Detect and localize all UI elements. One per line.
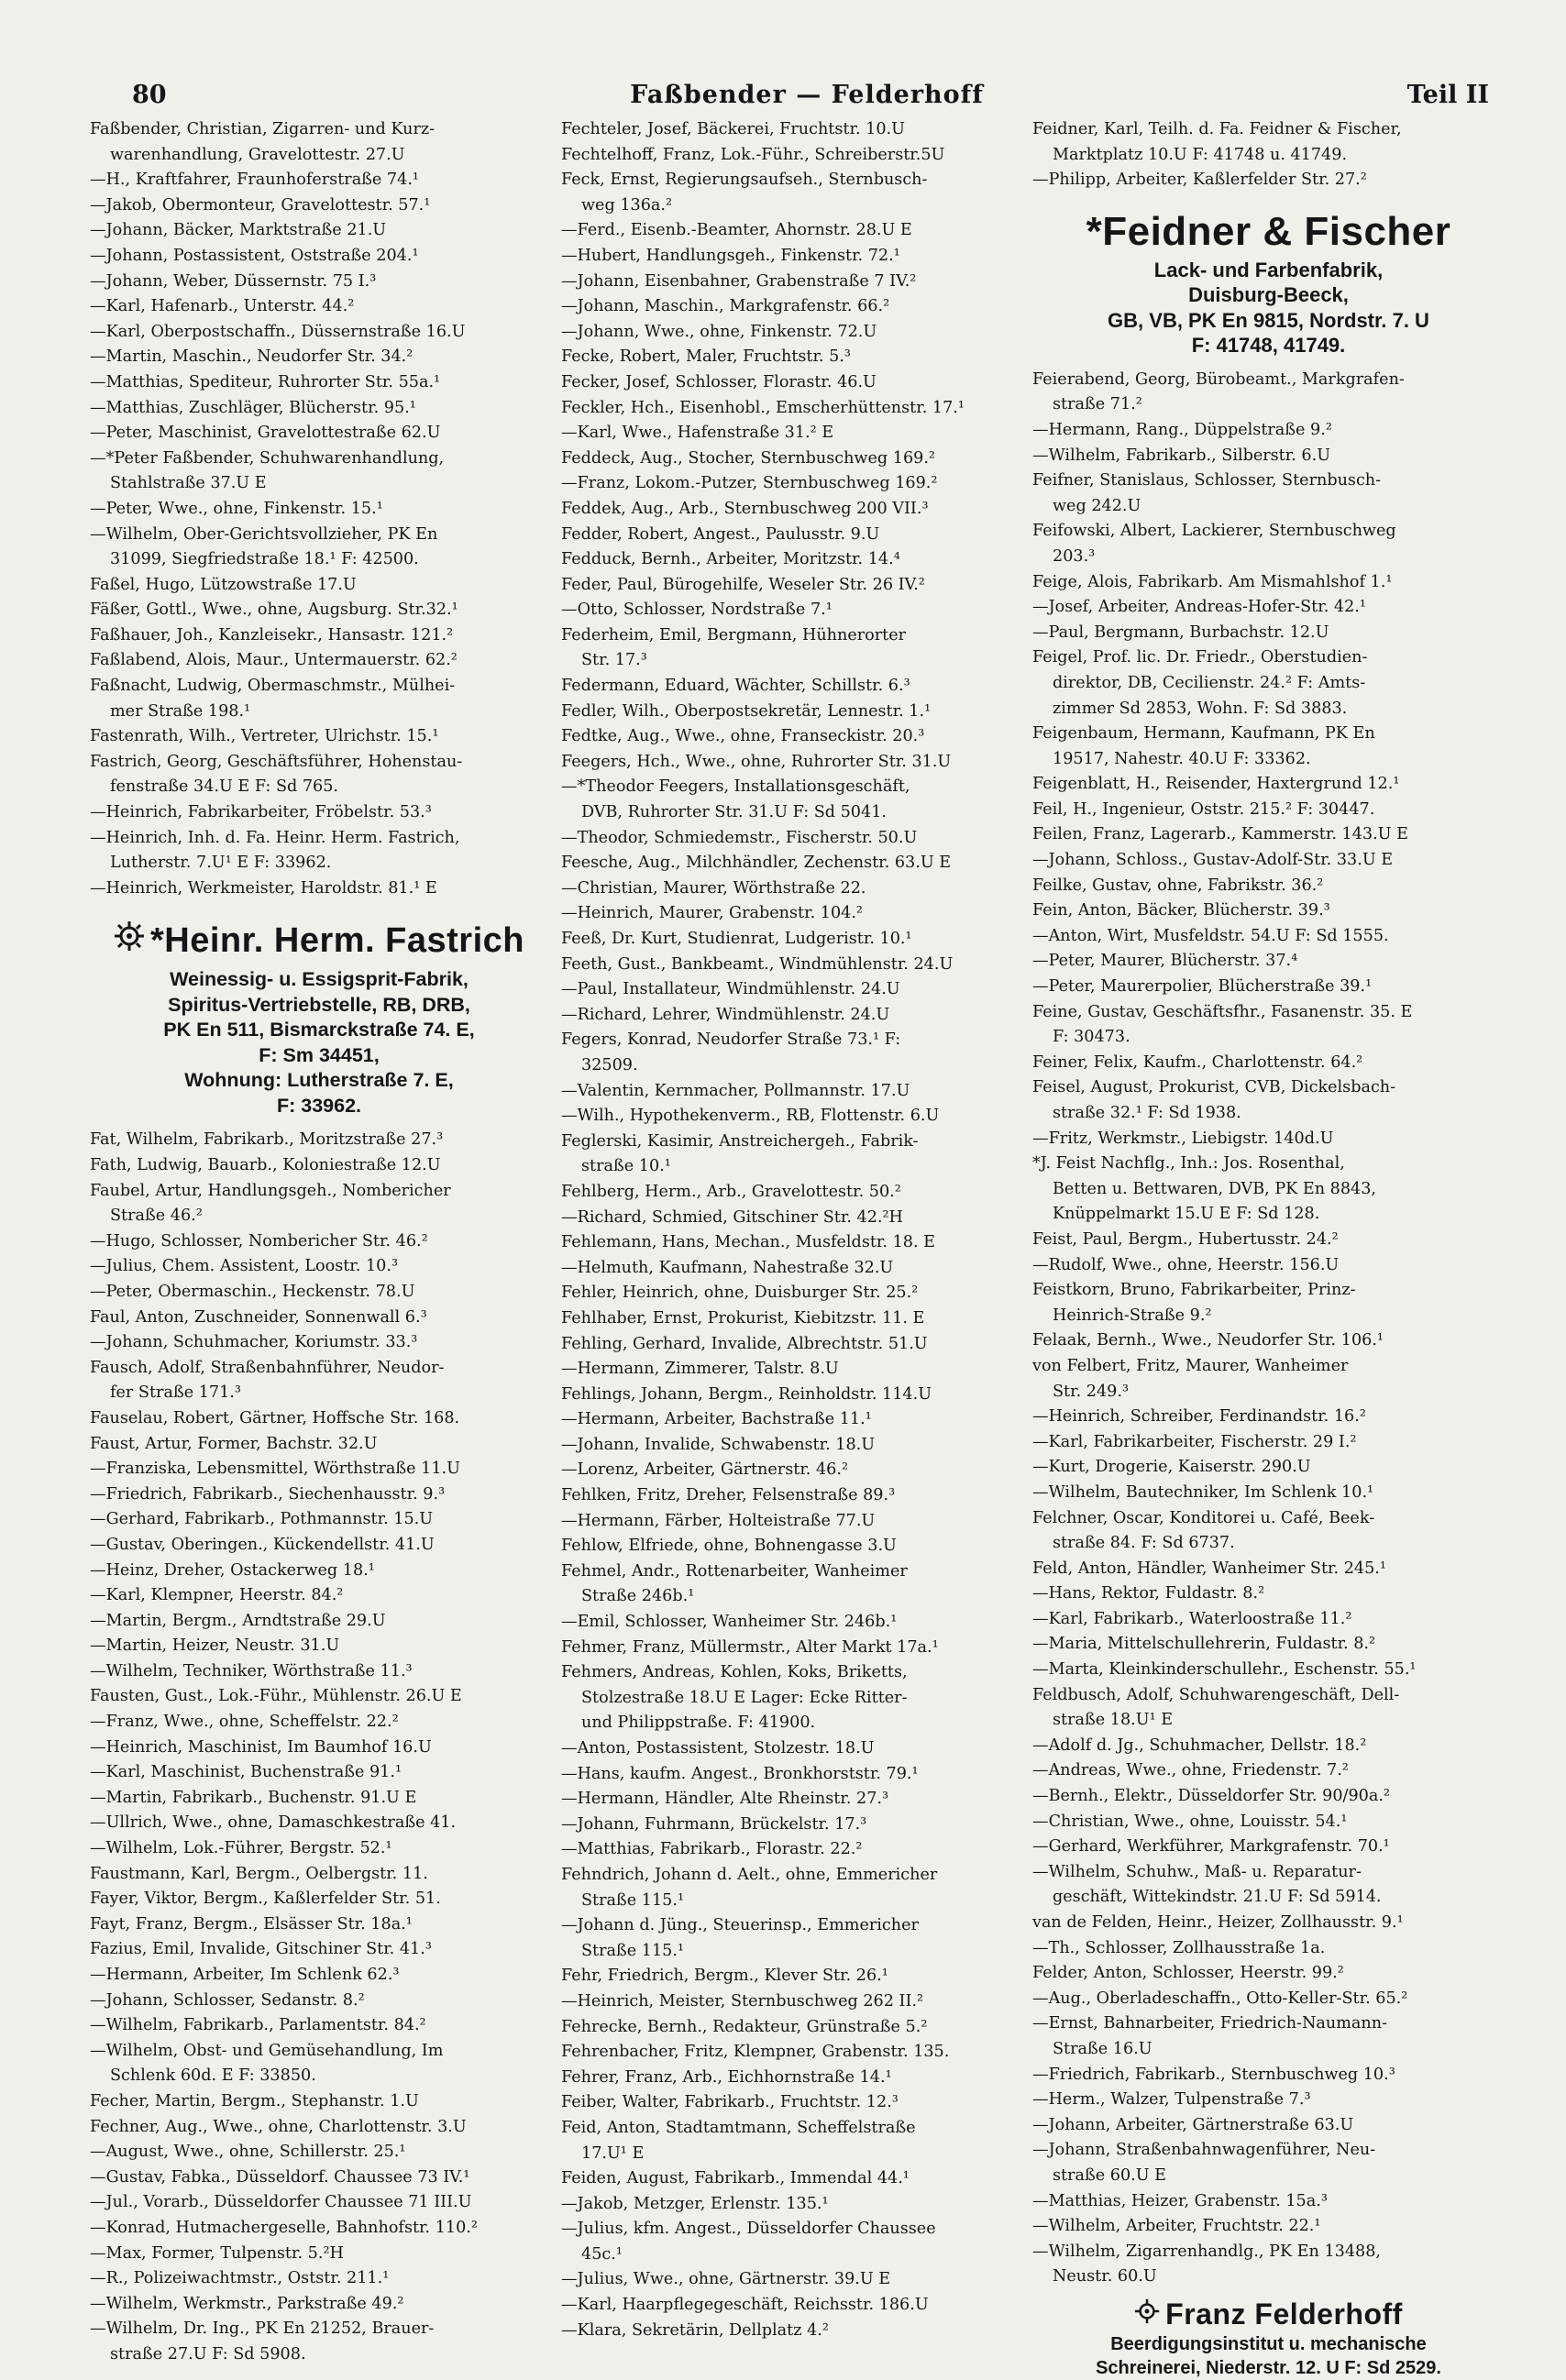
- directory-entry: straße 27.U F: Sd 5908.: [110, 2344, 306, 2363]
- directory-entry: —Wilhelm, Techniker, Wörthstraße 11.³: [90, 1661, 413, 1680]
- directory-entry: Fehrer, Franz, Arb., Eichhornstraße 14.¹: [561, 2067, 892, 2087]
- directory-entry: —Emil, Schlosser, Wanheimer Str. 246b.¹: [561, 1613, 898, 1632]
- directory-entry: —Helmuth, Kaufmann, Nahestraße 32.U: [561, 1258, 894, 1277]
- directory-entry: —Karl, Wwe., Hafenstraße 31.² E: [561, 424, 834, 443]
- directory-entry: fenstraße 34.U E F: Sd 765.: [110, 777, 339, 797]
- directory-entry: Fehmers, Andreas, Kohlen, Koks, Briketts,: [561, 1663, 908, 1682]
- ad-fastrich-lines: [90, 967, 548, 1118]
- directory-entry: —Jakob, Metzger, Erlenstr. 135.¹: [561, 2194, 829, 2213]
- directory-entry: —Adolf d. Jg., Schuhmacher, Dellstr. 18.²: [1032, 1735, 1367, 1755]
- directory-entry: —Aug., Oberladeschaffn., Otto-Keller-Str. 65.²: [1032, 1989, 1408, 2008]
- directory-entry: Fehndrich, Johann d. Aelt., ohne, Emmericher: [561, 1865, 938, 1884]
- directory-entry: Marktplatz 10.U F: 41748 u. 41749.: [1053, 145, 1348, 164]
- directory-entry: —*Theodor Feegers, Installationsgeschäft,: [561, 777, 910, 797]
- directory-entry: Faßhauer, Joh., Kanzleisekr., Hansastr. 121.²: [90, 625, 454, 645]
- directory-entry: 31099, Siegfriedstraße 18.¹ F: 42500.: [110, 550, 419, 569]
- directory-entry: straße 18.U¹ E: [1053, 1711, 1174, 1730]
- directory-entry: —Heinrich, Meister, Sternbuschweg 262 II.²: [561, 1991, 924, 2011]
- directory-entry: direktor, DB, Cecilienstr. 24.² F: Amts-: [1053, 673, 1366, 692]
- directory-entry: —Wilh., Hypothekenverm., RB, Flottenstr. 6.U: [561, 1107, 940, 1126]
- directory-entry: Feck, Ernst, Regierungsaufseh., Sternbusch-: [561, 171, 928, 190]
- directory-entry: Faust, Artur, Former, Bachstr. 32.U: [90, 1434, 378, 1453]
- directory-entry: Fath, Ludwig, Bauarb., Koloniestraße 12.U: [90, 1156, 441, 1174]
- directory-entry: —Anton, Postassistent, Stolzestr. 18.U: [561, 1739, 875, 1757]
- directory-entry: —Matthias, Fabrikarb., Florastr. 22.²: [561, 1840, 863, 1859]
- directory-entry: Schlenk 60d. E F: 33850.: [110, 2066, 316, 2086]
- directory-entry: Str. 17.³: [581, 651, 647, 670]
- ad-line: GB, VB, PK En 9815, Nordstr. 7. U: [1108, 308, 1429, 332]
- directory-entry: —Peter, Maurer, Blücherstr. 37.⁴: [1032, 952, 1298, 971]
- directory-entry: —Konrad, Hutmachergeselle, Bahnhofstr. 110.²: [90, 2218, 478, 2237]
- directory-entry: —*Peter Faßbender, Schuhwarenhandlung,: [90, 448, 445, 468]
- running-title: Faßbender — Felderhoff: [630, 81, 984, 109]
- directory-entry: —Johann, Invalide, Schwabenstr. 18.U: [561, 1435, 876, 1454]
- directory-entry: Fastenrath, Wilh., Vertreter, Ulrichstr. 15.¹: [90, 727, 439, 746]
- directory-entry: —Wilhelm, Schuhw., Maß- u. Reparatur-: [1032, 1862, 1362, 1881]
- directory-entry: Federmann, Eduard, Wächter, Schillstr. 6.³: [561, 677, 910, 696]
- directory-entry: Str. 249.³: [1053, 1382, 1130, 1401]
- directory-entry: —Franz, Wwe., ohne, Scheffelstr. 22.²: [90, 1713, 399, 1732]
- directory-entry: Heinrich-Straße 9.²: [1053, 1306, 1212, 1325]
- directory-entry: Faßnacht, Ludwig, Obermaschmstr., Mülhei-: [90, 677, 456, 696]
- directory-entry: Fedtke, Aug., Wwe., ohne, Franseckistr. 20.³: [561, 727, 925, 746]
- directory-entry: —Martin, Bergm., Arndtstraße 29.U: [90, 1611, 386, 1630]
- directory-entry: Straße 115.¹: [581, 1941, 685, 1960]
- directory-entry: Fayt, Franz, Bergm., Elsässer Str. 18a.¹: [90, 1914, 413, 1934]
- directory-entry: Straße 115.¹: [581, 1890, 685, 1910]
- directory-entry: —Peter, Maschinist, Gravelottestraße 62.U: [90, 424, 441, 443]
- directory-entry: —Heinrich, Werkmeister, Haroldstr. 81.¹ E: [90, 878, 437, 898]
- directory-entry: straße 60.U E: [1053, 2165, 1166, 2185]
- directory-entry: Fedler, Wilh., Oberpostsekretär, Lennestr. 1.¹: [561, 701, 932, 721]
- directory-entry: Fastrich, Georg, Geschäftsführer, Hohenstau-: [90, 752, 463, 771]
- directory-entry: —Johann d. Jüng., Steuerinsp., Emmericher: [561, 1916, 919, 1935]
- directory-entry: Feeth, Gust., Bankbeamt., Windmühlenstr. 24.U: [561, 954, 954, 974]
- directory-entry: —Anton, Wirt, Musfeldstr. 54.U F: Sd 1555.: [1032, 926, 1389, 945]
- directory-entry: —Wilhelm, Fabrikarb., Parlamentstr. 84.²: [90, 2016, 426, 2035]
- directory-entry: —Richard, Lehrer, Windmühlenstr. 24.U: [561, 1005, 890, 1024]
- directory-entry: —Matthias, Spediteur, Ruhrorter Str. 55a.¹: [90, 372, 441, 391]
- directory-entry: —Johann, Eisenbahner, Grabenstraße 7 IV.²: [561, 271, 917, 291]
- directory-entry: straße 10.¹: [581, 1157, 671, 1176]
- directory-entry: weg 136a.²: [581, 195, 673, 215]
- directory-entry: 17.U¹ E: [581, 2143, 645, 2163]
- directory-entry: —Lorenz, Arbeiter, Gärtnerstr. 46.²: [561, 1460, 849, 1480]
- directory-entry: —Franz, Lokom.-Putzer, Sternbuschweg 169.²: [561, 474, 938, 493]
- directory-entry: —Matthias, Zuschläger, Blücherstr. 95.¹: [90, 398, 416, 417]
- directory-entry: Feifner, Stanislaus, Schlosser, Sternbusch-: [1032, 471, 1382, 490]
- column-2: [561, 117, 1024, 2340]
- directory-entry: Fehlow, Elfriede, ohne, Bohnengasse 3.U: [561, 1537, 897, 1556]
- directory-entry: Feeß, Dr. Kurt, Studienrat, Ludgeristr. 10.¹: [561, 930, 912, 948]
- directory-entry: Feld, Anton, Händler, Wanheimer Str. 245.¹: [1032, 1559, 1386, 1578]
- directory-entry: Fegers, Konrad, Neudorfer Straße 73.¹ F:: [561, 1030, 901, 1050]
- directory-entry: Feegers, Hch., Wwe., ohne, Ruhrorter Str. 31.U: [561, 752, 952, 771]
- ad-line: Spiritus-Vertriebstelle, RB, DRB,: [168, 993, 470, 1016]
- ad-line: Wohnung: Lutherstraße 7. E,: [184, 1069, 454, 1092]
- directory-entry: *J. Feist Nachflg., Inh.: Jos. Rosenthal,: [1032, 1154, 1345, 1173]
- directory-entry: —Bernh., Elektr., Düsseldorfer Str. 90/90a.²: [1032, 1787, 1390, 1806]
- directory-entry: Fehlings, Johann, Bergm., Reinholdstr. 114.U: [561, 1384, 932, 1404]
- directory-entry: Faubel, Artur, Handlungsgeh., Nombericher: [90, 1181, 451, 1200]
- directory-entry: Feddeck, Aug., Stocher, Sternbuschweg 169.²: [561, 448, 935, 468]
- column-1: [90, 117, 548, 2363]
- directory-entry: —Hermann, Rang., Düppelstraße 9.²: [1032, 420, 1332, 439]
- directory-entry: Fat, Wilhelm, Fabrikarb., Moritzstraße 27.³: [90, 1130, 444, 1150]
- directory-entry: —Hans, kaufm. Angest., Bronkhorststr. 79.¹: [561, 1764, 919, 1783]
- ad-feidner-lines: [1032, 258, 1505, 358]
- directory-entry: Fehrecke, Bernh., Redakteur, Grünstraße 5.²: [561, 2017, 928, 2036]
- directory-entry: Feldbusch, Adolf, Schuhwarengeschäft, Dell-: [1032, 1685, 1400, 1704]
- directory-entry: Federheim, Emil, Bergmann, Hühnerorter: [561, 625, 907, 645]
- directory-entry: —Peter, Wwe., ohne, Finkenstr. 15.¹: [90, 499, 383, 518]
- directory-entry: Fayer, Viktor, Bergm., Kaßlerfelder Str. 51.: [90, 1890, 441, 1909]
- directory-entry: —Johann, Maschin., Markgrafenstr. 66.²: [561, 297, 890, 316]
- directory-entry: —Christian, Wwe., ohne, Louisstr. 54.¹: [1032, 1812, 1348, 1831]
- directory-entry: —Jakob, Obermonteur, Gravelottestr. 57.¹: [90, 195, 431, 215]
- directory-entry: Felaak, Bernh., Wwe., Neudorfer Str. 106.¹: [1032, 1331, 1384, 1350]
- directory-entry: —Josef, Arbeiter, Andreas-Hofer-Str. 42.¹: [1032, 598, 1366, 617]
- ad-line: F: 33962.: [276, 1094, 362, 1117]
- directory-entry: —Johann, Straßenbahnwagenführer, Neu-: [1032, 2141, 1376, 2160]
- directory-entry: 45c.¹: [581, 2244, 623, 2264]
- directory-entry: Faustmann, Karl, Bergm., Oelbergstr. 11.: [90, 1864, 428, 1883]
- directory-entry: warenhandlung, Gravelottestr. 27.U: [110, 145, 405, 164]
- directory-entry: —Julius, Wwe., ohne, Gärtnerstr. 39.U E: [561, 2270, 891, 2289]
- directory-entry: Stahlstraße 37.U E: [110, 474, 267, 493]
- directory-entry: Lutherstr. 7.U¹ E F: 33962.: [110, 854, 332, 873]
- ad-title: *Heinr. Herm. Fastrich: [149, 921, 525, 961]
- ad-line: F: Sm 34451,: [259, 1043, 380, 1066]
- directory-entry: —Martin, Heizer, Neustr. 31.U: [90, 1636, 340, 1656]
- directory-entry: —Hubert, Handlungsgeh., Finkenstr. 72.¹: [561, 246, 900, 265]
- directory-entry: Fehmel, Andr., Rottenarbeiter, Wanheimer: [561, 1561, 908, 1581]
- directory-entry: —Jul., Vorarb., Düsseldorfer Chaussee 71 III.U: [90, 2193, 472, 2212]
- directory-entry: —Karl, Hafenarb., Unterstr. 44.²: [90, 297, 355, 316]
- directory-entry: Fehling, Gerhard, Invalide, Albrechtstr. 51.U: [561, 1334, 928, 1353]
- directory-entry: —Ernst, Bahnarbeiter, Friedrich-Naumann-: [1032, 2014, 1387, 2033]
- directory-entry: —Franziska, Lebensmittel, Wörthstraße 11.U: [90, 1460, 460, 1479]
- directory-entry: —Matthias, Heizer, Grabenstr. 15a.³: [1032, 2191, 1328, 2210]
- directory-entry: Fehlken, Fritz, Dreher, Felsenstraße 89.³: [561, 1486, 896, 1505]
- directory-entry: —Fritz, Werkmstr., Liebigstr. 140d.U: [1032, 1129, 1334, 1148]
- directory-entry: Feckler, Hch., Eisenhobl., Emscherhüttenstr. 17.¹: [561, 398, 965, 417]
- directory-entry: —Philipp, Arbeiter, Kaßlerfelder Str. 27.²: [1032, 171, 1367, 190]
- directory-entry: Faßbender, Christian, Zigarren- und Kurz-: [90, 120, 436, 138]
- directory-entry: F: 30473.: [1053, 1028, 1130, 1047]
- ad-line: PK En 511, Bismarckstraße 74. E,: [163, 1019, 475, 1041]
- directory-entry: —Wilhelm, Fabrikarb., Silberstr. 6.U: [1032, 446, 1331, 465]
- directory-entry: mer Straße 198.¹: [110, 701, 251, 721]
- directory-entry: Knüppelmarkt 15.U E F: Sd 128.: [1053, 1205, 1320, 1224]
- directory-entry: Straße 46.²: [110, 1207, 203, 1226]
- directory-entry: —H., Kraftfahrer, Fraunhoferstraße 74.¹: [90, 171, 419, 190]
- directory-entry: Feierabend, Georg, Bürobeamt., Markgrafen-: [1032, 369, 1405, 389]
- directory-entry: —Rudolf, Wwe., ohne, Heerstr. 156.U: [1032, 1255, 1340, 1274]
- directory-entry: —Johann, Bäcker, Marktstraße 21.U: [90, 221, 387, 240]
- part-label: Teil II: [1406, 81, 1489, 109]
- directory-entry: —Klara, Sekretärin, Dellplatz 4.²: [561, 2320, 829, 2340]
- directory-entry: —Gustav, Oberingen., Kückendellstr. 41.U: [90, 1535, 435, 1554]
- directory-entry: Fehler, Heinrich, ohne, Duisburger Str. 25.²: [561, 1284, 919, 1303]
- directory-entry: —Valentin, Kernmacher, Pollmannstr. 17.U: [561, 1081, 910, 1100]
- directory-entry: —Heinrich, Maschinist, Im Baumhof 16.U: [90, 1737, 432, 1757]
- ad-title: *Feidner & Fischer: [1086, 208, 1451, 254]
- directory-entry: —Heinrich, Maurer, Grabenstr. 104.²: [561, 904, 863, 923]
- directory-entry: —Martin, Maschin., Neudorfer Str. 34.²: [90, 347, 414, 367]
- directory-entry: Fauselau, Robert, Gärtner, Hoffsche Str. 168.: [90, 1408, 460, 1427]
- directory-entry: —Heinrich, Schreiber, Ferdinandstr. 16.²: [1032, 1407, 1366, 1427]
- directory-entry: —August, Wwe., ohne, Schillerstr. 25.¹: [90, 2143, 406, 2162]
- directory-entry: —Julius, kfm. Angest., Düsseldorfer Chaussee: [561, 2220, 936, 2239]
- directory-entry: —Wilhelm, Bautechniker, Im Schlenk 10.¹: [1032, 1482, 1374, 1502]
- directory-entry: van de Felden, Heinr., Heizer, Zollhausstr. 9.¹: [1032, 1913, 1404, 1932]
- directory-entry: —Hugo, Schlosser, Nombericher Str. 46.²: [90, 1231, 428, 1251]
- directory-entry: Fehr, Friedrich, Bergm., Klever Str. 26.¹: [561, 1967, 888, 1986]
- directory-entry: —Gerhard, Werkführer, Markgrafenstr. 70.¹: [1032, 1837, 1390, 1857]
- directory-entry: geschäft, Wittekindstr. 21.U F: Sd 5914.: [1053, 1888, 1382, 1907]
- directory-entry: —Johann, Arbeiter, Gärtnerstraße 63.U: [1032, 2115, 1354, 2134]
- directory-entry: —Max, Former, Tulpenstr. 5.²H: [90, 2243, 344, 2263]
- directory-entry: Fecher, Martin, Bergm., Stephanstr. 1.U: [90, 2091, 419, 2110]
- ad-felderhoff: [1032, 2296, 1505, 2380]
- directory-entry: —Wilhelm, Zigarrenhandlg., PK En 13488,: [1032, 2242, 1382, 2261]
- directory-entry: straße 32.¹ F: Sd 1938.: [1053, 1104, 1241, 1122]
- directory-entry: —Maria, Mittelschullehrerin, Fuldastr. 8.²: [1032, 1635, 1376, 1654]
- directory-entry: Fehmer, Franz, Müllermstr., Alter Markt 17a.¹: [561, 1637, 939, 1657]
- directory-entry: —Theodor, Schmiedemstr., Fischerstr. 50.U: [561, 828, 918, 847]
- directory-entry: Felder, Anton, Schlosser, Heerstr. 99.²: [1032, 1964, 1344, 1983]
- entry-list-1a: [90, 117, 548, 901]
- directory-entry: Fechner, Aug., Wwe., ohne, Charlottenstr. 3.U: [90, 2117, 467, 2136]
- directory-entry: zimmer Sd 2853, Wohn. F: Sd 3883.: [1053, 699, 1348, 718]
- column-3: [1032, 117, 1505, 2378]
- ad-line: Beerdigungsinstitut u. mechanische: [1110, 2333, 1427, 2354]
- directory-entry: —Wilhelm, Werkmstr., Parkstraße 49.²: [90, 2294, 404, 2313]
- directory-entry: Feilke, Gustav, ohne, Fabrikstr. 36.²: [1032, 876, 1324, 895]
- directory-entry: Faßel, Hugo, Lützowstraße 17.U: [90, 575, 357, 594]
- directory-entry: —Johann, Weber, Düssernstr. 75 I.³: [90, 271, 377, 291]
- entry-list-2: [561, 117, 1024, 2343]
- directory-entry: 32509.: [581, 1055, 638, 1074]
- directory-entry: Fehlhaber, Ernst, Prokurist, Kiebitzstr. 11. E: [561, 1308, 925, 1328]
- directory-entry: Fehrenbacher, Fritz, Klempner, Grabenstr. 135.: [561, 2043, 950, 2062]
- directory-entry: Feddek, Aug., Arb., Sternbuschweg 200 VII.³: [561, 499, 929, 518]
- directory-entry: —Ferd., Eisenb.-Beamter, Ahornstr. 28.U E: [561, 221, 912, 240]
- directory-entry: straße 71.²: [1053, 395, 1142, 414]
- page-header: [0, 81, 1566, 117]
- directory-entry: Feist, Paul, Bergm., Hubertusstr. 24.²: [1032, 1229, 1339, 1249]
- directory-entry: 203.³: [1053, 546, 1096, 566]
- directory-entry: —Hermann, Färber, Holteistraße 77.U: [561, 1511, 876, 1530]
- directory-entry: Felchner, Oscar, Konditorei u. Café, Beek-: [1032, 1508, 1375, 1527]
- ad-felderhoff-lines: [1032, 2332, 1505, 2380]
- directory-entry: Faßlabend, Alois, Maur., Untermauerstr. 62.²: [90, 651, 458, 670]
- directory-entry: Fein, Anton, Bäcker, Blücherstr. 39.³: [1032, 901, 1330, 920]
- directory-entry: —Gustav, Fabka., Düsseldorf. Chaussee 73 IV.¹: [90, 2167, 470, 2187]
- page-number: 80: [132, 81, 167, 109]
- directory-entry: Feil, H., Ingenieur, Oststr. 215.² F: 30447.: [1032, 799, 1375, 819]
- directory-entry: —Friedrich, Fabrikarb., Siechenhausstr. 9.³: [90, 1484, 446, 1504]
- directory-entry: —Marta, Kleinkinderschullehr., Eschenstr. 55.¹: [1032, 1660, 1417, 1680]
- directory-entry: Feigenbaum, Hermann, Kaufmann, PK En: [1032, 724, 1375, 744]
- ad-title: Franz Felderhoff: [1165, 2297, 1403, 2330]
- directory-entry: Feiden, August, Fabrikarb., Immendal 44.¹: [561, 2169, 910, 2188]
- directory-entry: Feid, Anton, Stadtamtmann, Scheffelstraße: [561, 2118, 916, 2137]
- directory-entry: Straße 246b.¹: [581, 1587, 695, 1606]
- directory-entry: —Karl, Fabrikarbeiter, Fischerstr. 29 I.²: [1032, 1432, 1357, 1451]
- directory-entry: —Paul, Bergmann, Burbachstr. 12.U: [1032, 623, 1329, 642]
- directory-entry: Feistkorn, Bruno, Fabrikarbeiter, Prinz-: [1032, 1281, 1356, 1300]
- directory-entry: Feiber, Walter, Fabrikarb., Fruchtstr. 12.³: [561, 2093, 899, 2112]
- directory-entry: Fausch, Adolf, Straßenbahnführer, Neudor-: [90, 1358, 445, 1377]
- directory-entry: Fazius, Emil, Invalide, Gitschiner Str. 41.³: [90, 1940, 432, 1959]
- directory-entry: —Karl, Fabrikarb., Waterloostraße 11.²: [1032, 1609, 1352, 1628]
- directory-entry: —Karl, Haarpflegegeschäft, Reichsstr. 186.U: [561, 2296, 929, 2315]
- directory-entry: —R., Polizeiwachtmstr., Oststr. 211.¹: [90, 2269, 390, 2288]
- ornament-icon: [114, 918, 145, 964]
- directory-entry: Fedder, Robert, Angest., Paulusstr. 9.U: [561, 524, 880, 544]
- directory-entry: —Wilhelm, Dr. Ing., PK En 21252, Brauer-: [90, 2319, 435, 2339]
- directory-entry: Feglerski, Kasimir, Anstreichergeh., Fabrik-: [561, 1131, 919, 1151]
- directory-entry: Feidner, Karl, Teilh. d. Fa. Feidner & Fischer,: [1032, 120, 1402, 138]
- directory-entry: Fechteler, Josef, Bäckerei, Fruchtstr. 10.U: [561, 120, 905, 138]
- directory-entry: Betten u. Bettwaren, DVB, PK En 8843,: [1053, 1179, 1377, 1198]
- directory-entry: —Peter, Obermaschin., Heckenstr. 78.U: [90, 1282, 415, 1301]
- directory-entry: —Richard, Schmied, Gitschiner Str. 42.²H: [561, 1207, 903, 1227]
- entry-list-3b: [1032, 368, 1505, 2290]
- ad-line: F: 41748, 41749.: [1191, 334, 1346, 358]
- directory-entry: —Wilhelm, Obst- und Gemüsehandlung, Im: [90, 2041, 444, 2060]
- directory-entry: Feine, Gustav, Geschäftsfhr., Fasanenstr. 35. E: [1032, 1002, 1413, 1021]
- directory-entry: Stolzestraße 18.U E Lager: Ecke Ritter-: [581, 1688, 908, 1707]
- ad-line: Lack- und Farbenfabrik,: [1153, 258, 1384, 281]
- directory-entry: —Johann, Schuhmacher, Koriumstr. 33.³: [90, 1333, 418, 1352]
- ad-feidner-fischer: [1032, 206, 1505, 358]
- directory-entry: Fäßer, Gottl., Wwe., ohne, Augsburg. Str.32.¹: [90, 601, 458, 620]
- directory-entry: —Otto, Schlosser, Nordstraße 7.¹: [561, 601, 833, 620]
- directory-entry: —Martin, Fabrikarb., Buchenstr. 91.U E: [90, 1788, 417, 1807]
- directory-entry: —Heinz, Dreher, Ostackerweg 18.¹: [90, 1560, 375, 1580]
- directory-entry: —Heinrich, Inh. d. Fa. Heinr. Herm. Fastrich,: [90, 828, 460, 847]
- directory-entry: Fehlemann, Hans, Mechan., Musfeldstr. 18. E: [561, 1233, 935, 1252]
- entry-list-3a: [1032, 117, 1505, 193]
- directory-entry: straße 84. F: Sd 6737.: [1053, 1534, 1235, 1553]
- directory-entry: —Karl, Klempner, Heerstr. 84.²: [90, 1586, 344, 1605]
- directory-entry: Faul, Anton, Zuschneider, Sonnenwall 6.³: [90, 1307, 427, 1327]
- directory-entry: Fechtelhoff, Franz, Lok.-Führ., Schreiberstr.5U: [561, 145, 945, 164]
- directory-entry: —Karl, Maschinist, Buchenstraße 91.¹: [90, 1763, 403, 1782]
- directory-entry: —Johann, Fuhrmann, Brückelstr. 17.³: [561, 1814, 867, 1834]
- ornament-icon: [1134, 2296, 1160, 2332]
- directory-entry: Feifowski, Albert, Lackierer, Sternbuschweg: [1032, 522, 1396, 541]
- directory-entry: —Paul, Installateur, Windmühlenstr. 24.U: [561, 980, 900, 999]
- directory-entry: —Wilhelm, Arbeiter, Fruchtstr. 22.¹: [1032, 2217, 1321, 2236]
- directory-entry: Feder, Paul, Bürogehilfe, Weseler Str. 26 IV.²: [561, 575, 925, 594]
- directory-entry: —Hermann, Händler, Alte Rheinstr. 27.³: [561, 1790, 889, 1809]
- directory-entry: Fedduck, Bernh., Arbeiter, Moritzstr. 14.⁴: [561, 550, 900, 569]
- directory-entry: —Wilhelm, Lok.-Führer, Bergstr. 52.¹: [90, 1839, 392, 1858]
- directory-entry: —Th., Schlosser, Zollhausstraße 1a.: [1032, 1938, 1326, 1957]
- directory-entry: Feesche, Aug., Milchhändler, Zechenstr. 63.U E: [561, 854, 952, 873]
- directory-entry: DVB, Ruhrorter Str. 31.U F: Sd 5041.: [581, 803, 887, 822]
- directory-entry: Feiner, Felix, Kaufm., Charlottenstr. 64.²: [1032, 1052, 1363, 1072]
- directory-entry: und Philippstraße. F: 41900.: [581, 1713, 816, 1733]
- directory-entry: —Johann, Wwe., ohne, Finkenstr. 72.U: [561, 322, 877, 341]
- directory-entry: —Johann, Postassistent, Oststraße 204.¹: [90, 246, 419, 265]
- directory-entry: Fecker, Josef, Schlosser, Florastr. 46.U: [561, 372, 877, 391]
- directory-entry: —Hermann, Zimmerer, Talstr. 8.U: [561, 1360, 839, 1379]
- directory-entry: Neustr. 60.U: [1053, 2267, 1157, 2286]
- directory-entry: Feigel, Prof. lic. Dr. Friedr., Oberstudien-: [1032, 648, 1368, 667]
- directory-entry: —Hans, Rektor, Fuldastr. 8.²: [1032, 1584, 1265, 1603]
- directory-entry: —Heinrich, Fabrikarbeiter, Fröbelstr. 53.³: [90, 803, 432, 822]
- directory-entry: fer Straße 171.³: [110, 1383, 241, 1403]
- directory-entry: —Hermann, Arbeiter, Im Schlenk 62.³: [90, 1966, 400, 1984]
- directory-entry: Feilen, Franz, Lagerarb., Kammerstr. 143.U E: [1032, 825, 1408, 844]
- entry-list-1b: [90, 1128, 548, 2367]
- ad-line: Schreinerei, Niederstr. 12. U F: Sd 2529.: [1096, 2357, 1441, 2378]
- directory-entry: von Felbert, Fritz, Maurer, Wanheimer: [1032, 1356, 1349, 1375]
- directory-entry: 19517, Nahestr. 40.U F: 33362.: [1053, 749, 1311, 768]
- directory-entry: —Herm., Walzer, Tulpenstraße 7.³: [1032, 2090, 1311, 2110]
- directory-entry: Feigenblatt, H., Reisender, Haxtergrund 12.¹: [1032, 775, 1400, 794]
- directory-entry: —Johann, Schlosser, Sedanstr. 8.²: [90, 1990, 365, 2010]
- directory-entry: —Johann, Schloss., Gustav-Adolf-Str. 33.U E: [1032, 851, 1394, 870]
- directory-entry: Feisel, August, Prokurist, CVB, Dickelsbach-: [1032, 1078, 1396, 1097]
- ad-line: Duisburg-Beeck,: [1188, 283, 1349, 307]
- directory-entry: Feige, Alois, Fabrikarb. Am Mismahlshof 1.¹: [1032, 572, 1393, 591]
- directory-entry: Fecke, Robert, Maler, Fruchtstr. 5.³: [561, 347, 851, 367]
- ad-fastrich: [90, 918, 548, 1118]
- directory-entry: —Friedrich, Fabrikarb., Sternbuschweg 10.³: [1032, 2065, 1395, 2084]
- directory-entry: —Hermann, Arbeiter, Bachstraße 11.¹: [561, 1410, 872, 1429]
- directory-entry: —Peter, Maurerpolier, Blücherstraße 39.¹: [1032, 977, 1373, 997]
- ad-line: Weinessig- u. Essigsprit-Fabrik,: [170, 968, 469, 991]
- directory-entry: —Ullrich, Wwe., ohne, Damaschkestraße 41.: [90, 1813, 457, 1833]
- directory-entry: weg 242.U: [1053, 496, 1141, 515]
- directory-entry: Fehlberg, Herm., Arb., Gravelottestr. 50.²: [561, 1182, 901, 1201]
- directory-entry: —Christian, Maurer, Wörthstraße 22.: [561, 878, 866, 898]
- directory-entry: —Andreas, Wwe., ohne, Friedenstr. 7.²: [1032, 1761, 1349, 1780]
- directory-entry: —Kurt, Drogerie, Kaiserstr. 290.U: [1032, 1458, 1311, 1477]
- directory-entry: —Gerhard, Fabrikarb., Pothmannstr. 15.U: [90, 1510, 434, 1529]
- directory-entry: —Karl, Oberpostschaffn., Düssernstraße 16.U: [90, 322, 466, 341]
- directory-entry: —Wilhelm, Ober-Gerichtsvollzieher, PK En: [90, 524, 438, 544]
- directory-entry: Straße 16.U: [1053, 2039, 1152, 2058]
- directory-entry: Fausten, Gust., Lok.-Führ., Mühlenstr. 26.U E: [90, 1687, 462, 1706]
- directory-entry: —Julius, Chem. Assistent, Loostr. 10.³: [90, 1257, 398, 1276]
